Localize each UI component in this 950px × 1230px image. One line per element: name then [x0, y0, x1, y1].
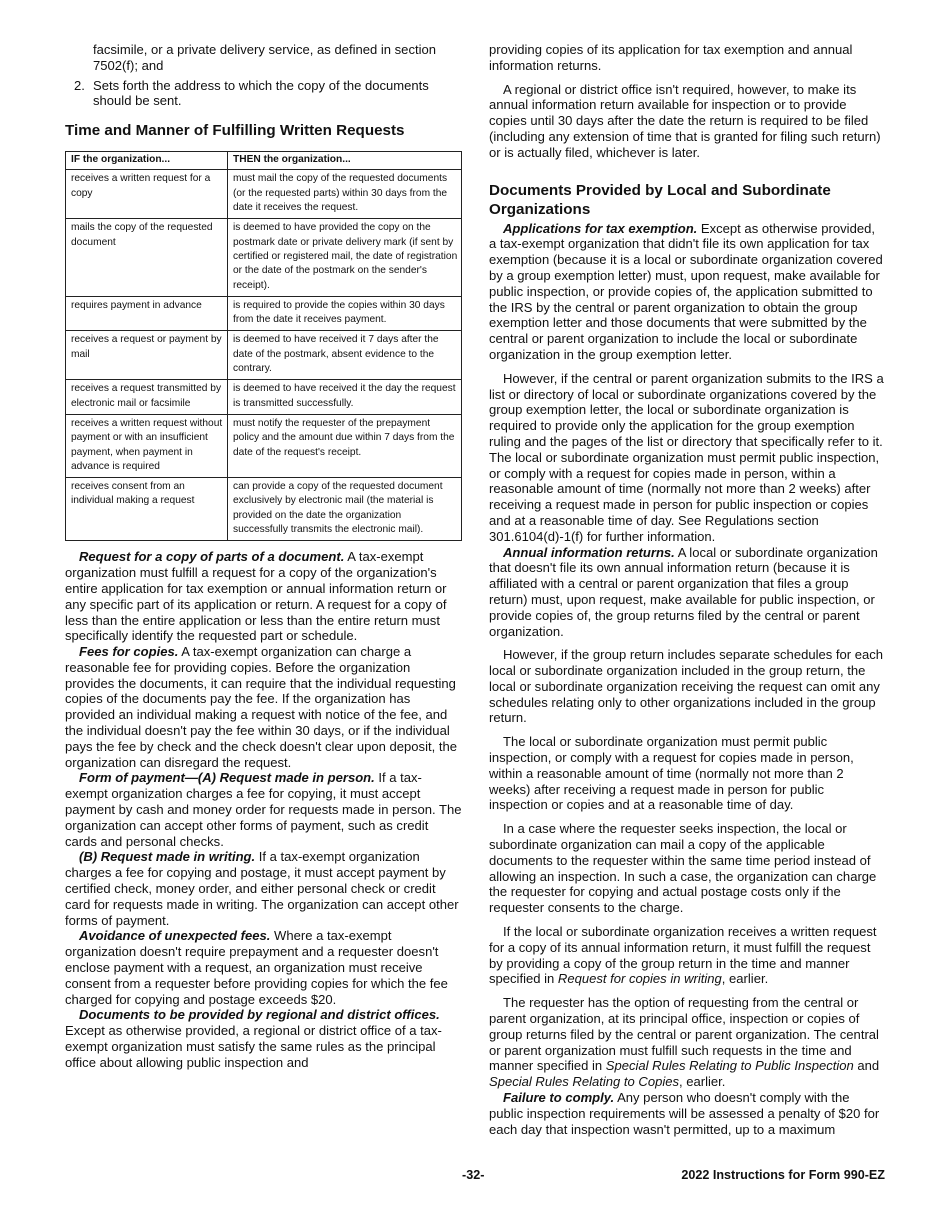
paragraph-continued: providing copies of its application for tax exemption and annual information returns.	[489, 42, 853, 73]
table-cell-if: receives consent from an individual making a request	[66, 478, 228, 541]
paragraph-text: , earlier.	[679, 1074, 726, 1090]
paragraph-however-schedules: However, if the group return includes separate schedules for each local or subordinate organization included in the group return, the local or subordinate organization receiving the request can omit any schedules relating only to other organizations included in the group return.	[489, 647, 884, 726]
table-row	[66, 296, 462, 331]
footer-title: 2022 Instructions for Form 990-EZ	[681, 1168, 885, 1182]
run-in-heading: Avoidance of unexpected fees.	[79, 928, 271, 944]
section-heading-time-manner: Time and Manner of Fulfilling Written Requests	[65, 122, 405, 140]
table-header-if: IF the organization...	[66, 152, 228, 170]
cross-reference: Special Rules Relating to Copies	[489, 1074, 680, 1090]
paragraph-regional-offices	[65, 1007, 462, 1070]
paragraph-written-request	[489, 924, 885, 987]
paragraph-text: The requester has the option of requesting from the central or parent organization, at its principal office, inspection or copies of group returns filed by the central or parent organization. The central or parent organization must fulfill such requests in the time and manner specified in	[489, 995, 879, 1074]
table-cell-then: can provide a copy of the requested document exclusively by electronic mail (the material is provided on the date the organization successfully transmits the electronic mail).	[228, 478, 462, 541]
paragraph-text: and	[853, 1058, 880, 1074]
table-cell-then: is deemed to have received it 7 days after the date of the postmark, absent evidence to the contrary.	[228, 331, 462, 380]
paragraph-text: Where a tax-exempt organization doesn't require prepayment and a requester doesn't enclose payment with a request, an organization must receive consent from a requester before providing copies for which the fee charged for copying and postage exceeds $20.	[65, 928, 448, 1007]
paragraph-text: Any person who doesn't comply with the public inspection requirements will be assessed a penalty of $20 for each day that inspection wasn't permitted, up to a maximum	[489, 1090, 880, 1137]
requests-table	[65, 151, 462, 541]
table-header-row	[66, 152, 462, 170]
table-cell-then: must notify the requester of the prepayment policy and the amount due within 7 days from the date of the request's receipt.	[228, 414, 462, 477]
paragraph-inspection-case: In a case where the requester seeks inspection, the local or subordinate organization can mail a copy of the applicable documents to the requester within the same time period instead of allowing an inspection. In such a case, the organization can charge the requester for copying and actual postage costs only if the requester consents to the charge.	[489, 821, 877, 916]
run-in-heading: Failure to comply.	[503, 1090, 615, 1106]
paragraph-text: A local or subordinate organization that doesn't file its own annual information return (because it is affiliated with a central or parent organization that files a group return) must, upon request, make available for public inspection, or provide copies of, the group returns filed by the central or parent organization.	[489, 544, 878, 639]
run-in-heading: Form of payment—(A) Request made in person.	[79, 770, 375, 786]
table-cell-if: receives a request transmitted by electronic mail or facsimile	[66, 380, 228, 415]
table-header-then: THEN the organization...	[228, 152, 462, 170]
paragraph-text: If a tax-exempt organization charges a fee for copying and postage, it must accept payment by certified check, money order, and either personal check or credit card for requests made in writing. The organization can accept other forms of payment.	[65, 849, 459, 928]
table-cell-if: requires payment in advance	[66, 296, 228, 331]
paragraph-annual-returns	[489, 545, 885, 640]
run-in-heading: Applications for tax exemption.	[503, 220, 698, 236]
paragraph-however-list: However, if the central or parent organization submits to the IRS a list or directory of local or subordinate organizations covered by the group exemption letter, the local or subordinate organization is required to provide only the application for the group exemption ruling and the pages of the list or directory that specifically refer to it. The local or subordinate organization must permit public inspection, or comply with a request for copies made in person, within a reasonable amount of time (normally not more than 2 weeks) after receiving a request made in person for public inspection or copies and at a reasonable time of day. See Regulations section 301.6104(d)-1(f) for further information.	[489, 370, 884, 544]
section-heading-local-subordinate: Documents Provided by Local and Subordinate Organizations	[489, 181, 831, 218]
run-in-heading: (B) Request made in writing.	[79, 849, 256, 865]
paragraph-copy-of-parts	[65, 549, 462, 644]
list-item-2	[65, 78, 462, 110]
table-cell-if: receives a written request without payment or with an insufficient payment, when payment in advance is required	[66, 414, 228, 477]
paragraph-text: If a tax-exempt organization charges a fee for copying, it must accept payment by cash and money order for requests made in person. The organization can accept other forms of payment, such as credit cards and personal checks.	[65, 770, 462, 849]
paragraph-text: Except as otherwise provided, a regional or district office of a tax-exempt organization must satisfy the same rules as the principal office about allowing public inspection and	[65, 1023, 442, 1070]
right-column	[489, 42, 885, 1137]
paragraph-text: A tax-exempt organization can charge a reasonable fee for providing copies. Before the organization provides the documents, it can require that the individual requesting copies of the documents pay the fee. If the organization has provided an individual making a request with notice of the fee, and the individual doesn't pay the fee within 30 days, or if the individual pays the fee by check and the check doesn't clear upon deposit, the organization can disregard the request.	[65, 644, 457, 770]
run-in-heading: Request for a copy of parts of a document.	[79, 549, 345, 565]
run-in-heading: Documents to be provided by regional and district offices.	[79, 1007, 440, 1023]
paragraph-text: Except as otherwise provided, a tax-exempt organization that didn't file its own application for tax exemption (because it is a local or subordinate organization covered by a group exemption letter) must, upon request, make available for public inspection, or provide copies of, the application submitted to the IRS by the central or parent organization to obtain the group exemption letter and those documents that were submitted by the central or parent organization to include the local or subordinate organization in the group exemption letter.	[489, 220, 883, 362]
cross-reference: Request for copies in writing	[557, 971, 722, 987]
paragraph-failure-to-comply	[489, 1090, 885, 1137]
table-cell-then: is required to provide the copies within 30 days from the date it receives payment.	[228, 296, 462, 331]
list-number: 2.	[74, 77, 85, 93]
list-item-1-continuation: facsimile, or a private delivery service, as defined in section 7502(f); and	[93, 42, 436, 73]
paragraph-text: A tax-exempt organization must fulfill a request for a copy of the organization's entire application for tax exemption or annual information return or any specific part of its application or return. A request for a copy of less than the entire application or less than the entire return must specifically identify the requested part or schedule.	[65, 549, 447, 644]
table-cell-then: is deemed to have received it the day the request is transmitted successfully.	[228, 380, 462, 415]
table-cell-then: must mail the copy of the requested documents (or the requested parts) within 30 days from the date it receives the request.	[228, 170, 462, 219]
paragraph-regional-not-required: A regional or district office isn't required, however, to make its annual information return available for inspection or to provide copies until 30 days after the date the return is required to be filed (including any extension of time that is granted for filing such return) or is actually filed, whichever is later.	[489, 81, 881, 160]
paragraph-local-must-permit: The local or subordinate organization must permit public inspection, or comply with a request for copies made in person, within a reasonable amount of time (normally not more than 2 weeks) after receiving a request made in person for public inspection or copies and at a reasonable time of day.	[489, 734, 854, 813]
cross-reference: Special Rules Relating to Public Inspection	[605, 1058, 854, 1074]
table-row	[66, 380, 462, 415]
paragraph-form-of-payment-a	[65, 770, 462, 849]
paragraph-fees	[65, 644, 462, 770]
table-row	[66, 331, 462, 380]
table-cell-if: mails the copy of the requested document	[66, 219, 228, 296]
table-row	[66, 414, 462, 477]
table-cell-if: receives a request or payment by mail	[66, 331, 228, 380]
paragraph-requester-option	[489, 995, 885, 1090]
paragraph-avoidance-fees	[65, 928, 462, 1007]
table-row	[66, 219, 462, 296]
run-in-heading: Annual information returns.	[503, 544, 675, 560]
page-number: -32-	[462, 1168, 485, 1182]
paragraph-applications	[489, 221, 885, 363]
table-row	[66, 170, 462, 219]
list-text: Sets forth the address to which the copy of the documents should be sent.	[93, 77, 429, 109]
left-column	[65, 42, 462, 1071]
table-cell-then: is deemed to have provided the copy on the postmark date or private delivery mark (if sent by certified or registered mail, the date of registration or the date of the postmark on the sender's receipt).	[228, 219, 462, 296]
paragraph-text: If the local or subordinate organization receives a written request for a copy of its annual information return, it must fulfill the request by providing a copy of the group return in the time and manner specified in	[489, 924, 877, 987]
paragraph-form-of-payment-b	[65, 849, 462, 928]
run-in-heading: Fees for copies.	[79, 644, 179, 660]
paragraph-text: , earlier.	[721, 971, 769, 987]
table-cell-if: receives a written request for a copy	[66, 170, 228, 219]
table-row	[66, 478, 462, 541]
